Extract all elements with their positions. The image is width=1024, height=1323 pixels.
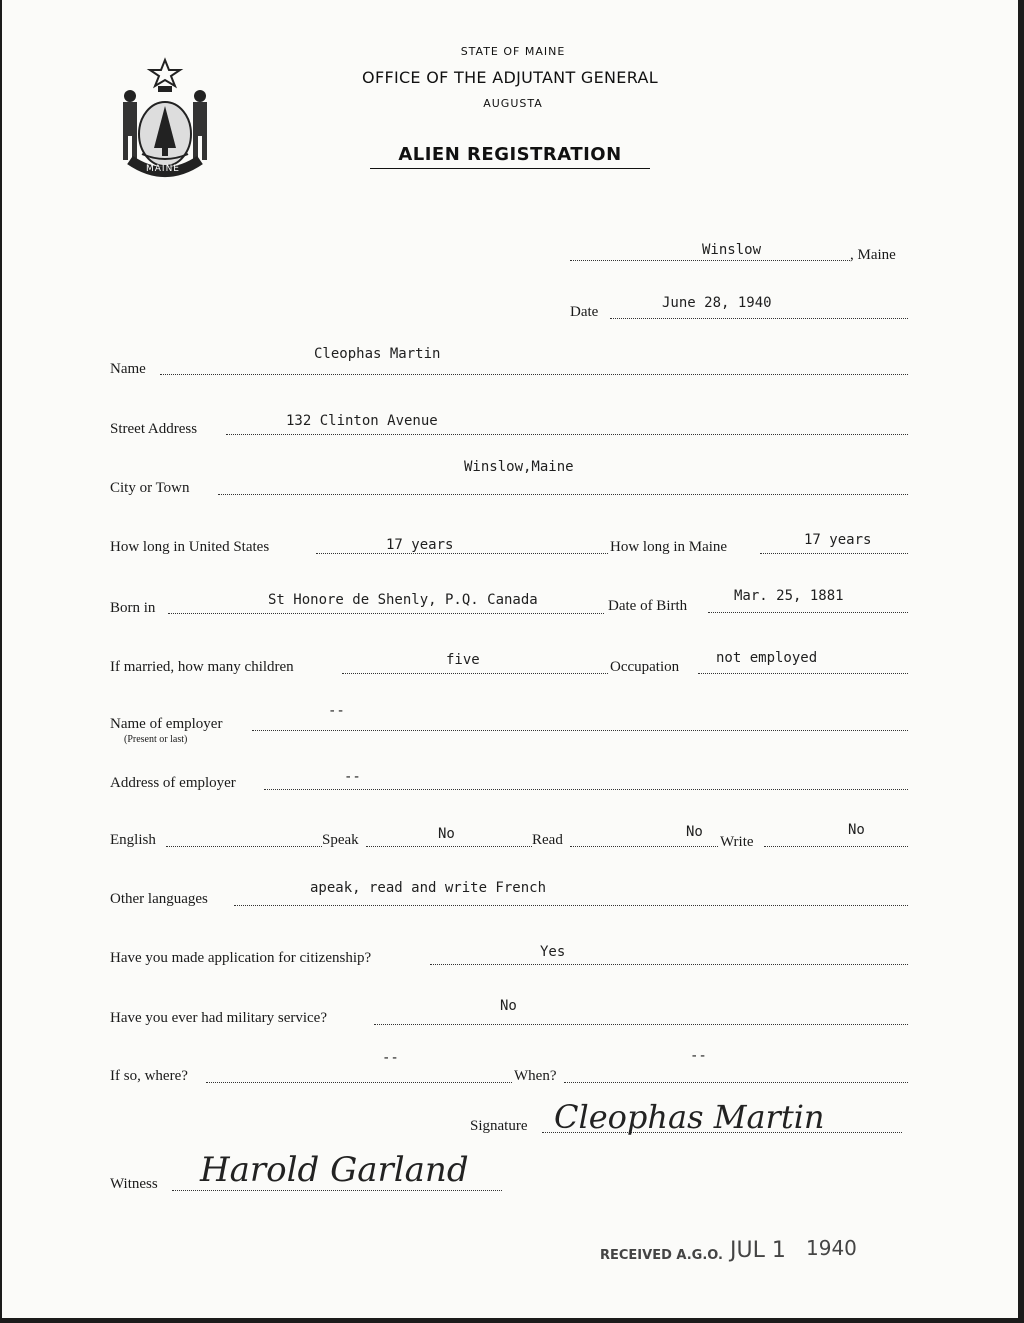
location-line — [570, 260, 850, 261]
maine-time-value: 17 years — [804, 532, 872, 548]
employer-value: -- — [328, 703, 345, 719]
speak-label: Speak — [322, 832, 359, 848]
read-value: No — [686, 824, 703, 840]
children-value: five — [446, 652, 480, 668]
write-line — [764, 846, 908, 847]
name-label: Name — [110, 361, 146, 377]
when-label: When? — [514, 1068, 557, 1084]
us-time-label: How long in United States — [110, 539, 270, 555]
city-value: Winslow,Maine — [464, 459, 574, 475]
us-time-value: 17 years — [386, 537, 454, 553]
street-value: 132 Clinton Avenue — [286, 413, 438, 429]
date-label: Date — [570, 304, 599, 320]
name-value: Cleophas Martin — [314, 346, 441, 362]
maine-time-label: How long in Maine — [610, 539, 728, 555]
children-label: If married, how many children — [110, 659, 294, 675]
witness-line — [172, 1190, 502, 1191]
read-label: Read — [532, 832, 563, 848]
received-stamp-date: JUL 1 — [730, 1238, 786, 1263]
signature-label: Signature — [470, 1118, 528, 1134]
witness-label: Witness — [110, 1176, 158, 1192]
born-line — [168, 613, 604, 614]
registration-form-page — [2, 0, 1018, 1318]
employer-sublabel: (Present or last) — [124, 734, 188, 745]
born-label: Born in — [110, 600, 156, 616]
citizenship-line — [430, 964, 908, 965]
languages-label: Other languages — [110, 891, 208, 907]
street-line — [226, 434, 908, 435]
languages-value: apeak, read and write French — [310, 880, 547, 896]
read-line — [570, 846, 718, 847]
military-value: No — [500, 998, 517, 1014]
signature-value: Cleophas Martin — [554, 1098, 825, 1136]
date-line — [610, 318, 908, 319]
where-line — [206, 1082, 512, 1083]
location-value: Winslow — [702, 242, 762, 258]
children-line — [342, 673, 608, 674]
write-value: No — [848, 822, 865, 838]
received-stamp-label: RECEIVED A.G.O. — [600, 1248, 723, 1263]
received-stamp-year: 1940 — [806, 1236, 857, 1260]
where-value: -- — [382, 1050, 399, 1066]
us-time-line — [316, 553, 608, 554]
date-value: June 28, 1940 — [662, 295, 772, 311]
write-label: Write — [720, 834, 754, 850]
street-label: Street Address — [110, 421, 198, 437]
where-label: If so, where? — [110, 1068, 188, 1084]
form-title: ALIEN REGISTRATION — [398, 144, 622, 165]
speak-value: No — [438, 826, 455, 842]
city-label: City or Town — [110, 480, 190, 496]
english-label: English — [110, 832, 156, 848]
speak-line — [366, 846, 532, 847]
occupation-label: Occupation — [610, 659, 680, 675]
employer-line — [252, 730, 908, 731]
name-line — [160, 374, 908, 375]
occupation-value: not employed — [716, 650, 818, 666]
english-line — [166, 846, 322, 847]
witness-value: Harold Garland — [200, 1150, 469, 1190]
header-office: OFFICE OF THE ADJUTANT GENERAL — [362, 68, 658, 87]
employer-label: Name of employer — [110, 716, 223, 732]
citizenship-value: Yes — [540, 944, 566, 960]
languages-line — [234, 905, 908, 906]
header-state: STATE OF MAINE — [460, 45, 566, 58]
dob-value: Mar. 25, 1881 — [734, 588, 844, 604]
city-line — [218, 494, 908, 495]
dob-line — [708, 612, 908, 613]
when-line — [564, 1082, 908, 1083]
employer-address-line — [264, 789, 908, 790]
location-suffix: , Maine — [850, 247, 896, 263]
dob-label: Date of Birth — [608, 598, 688, 614]
when-value: -- — [690, 1048, 707, 1064]
employer-address-value: -- — [344, 769, 361, 785]
military-line — [374, 1024, 908, 1025]
maine-time-line — [760, 553, 908, 554]
military-label: Have you ever had military service? — [110, 1010, 327, 1026]
header-city: AUGUSTA — [483, 97, 543, 110]
citizenship-label: Have you made application for citizenship? — [110, 950, 372, 966]
employer-address-label: Address of employer — [110, 775, 236, 791]
seal-banner-text: MAINE — [146, 164, 180, 174]
occupation-line — [698, 673, 908, 674]
title-underline — [370, 168, 650, 169]
born-value: St Honore de Shenly, P.Q. Canada — [268, 592, 538, 608]
